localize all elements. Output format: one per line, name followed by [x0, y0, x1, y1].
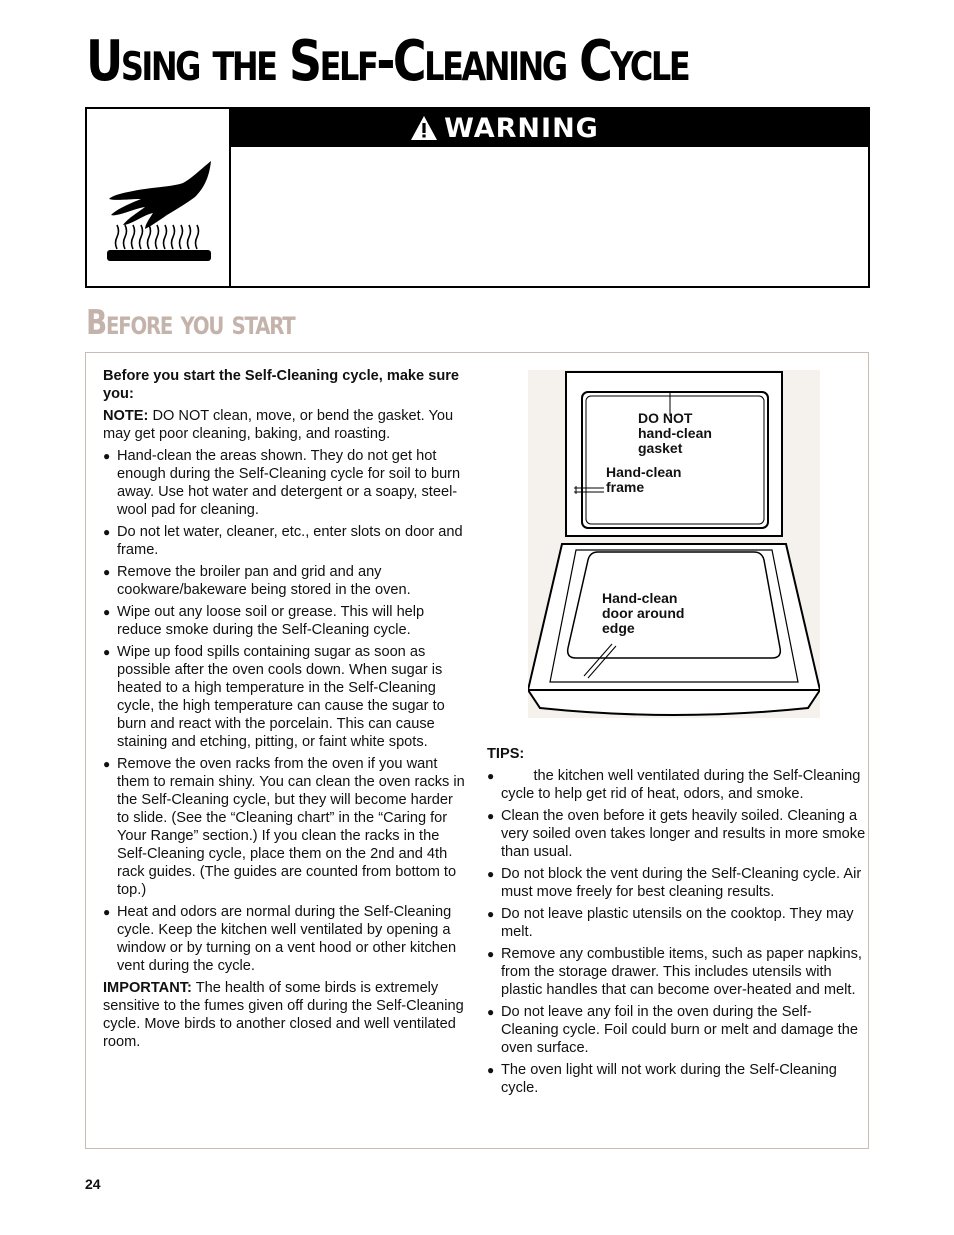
list-item: ● Remove the broiler pan and grid and any cookware/bakeware being stored in the oven. [103, 563, 465, 599]
list-item: ● Hand-clean the areas shown. They do not get hot enough during the Self-Cleaning cycle for soil to burn away. Use hot water and detergent or a soapy, steel-wool pad for cleaning. [103, 447, 465, 519]
list-item: ● Clean the oven before it gets heavily soiled. Cleaning a very soiled oven takes longer and results in more smoke than usual. [487, 807, 867, 861]
warning-header [231, 109, 868, 147]
list-item: ● Heat and odors are normal during the Self-Cleaning cycle. Keep the kitchen well ventilated by opening a window or by turning on a vent hood or other kitchen vent during the cycle. [103, 903, 465, 975]
note-paragraph [103, 407, 465, 443]
warning-triangle-icon [410, 115, 438, 141]
list-item: ● the kitchen well ventilated during the Self-Cleaning cycle to help get rid of heat, odors, and smoke. [487, 767, 867, 803]
warning-header-text: WARNING [444, 112, 599, 144]
page-title: Using the Self-Cleaning Cycle [86, 29, 689, 94]
list-item: ● Do not block the vent during the Self-Cleaning cycle. Air must move freely for best cleaning results. [487, 865, 867, 901]
warning-box [85, 107, 870, 288]
list-item: ● Remove the oven racks from the oven if you want them to remain shiny. You can clean the oven racks in the Self-Cleaning cycle, but they will become harder to slide. (See the “Cleaning chart” in the “Caring for Your Range” section.) If you clean the racks in the Self-Cleaning cycle, place them on the 2nd and 4th rack guides. (The guides are counted from bottom to top.) [103, 755, 465, 899]
before-start-list [103, 447, 465, 975]
list-item: ● Do not let water, cleaner, etc., enter slots on door and frame. [103, 523, 465, 559]
important-label: IMPORTANT: [103, 980, 192, 996]
list-item: ● Wipe out any loose soil or grease. This will help reduce smoke during the Self-Cleaning cycle. [103, 603, 465, 639]
list-item: ● Do not leave any foil in the oven during the Self-Cleaning cycle. Foil could burn or melt and damage the oven surface. [487, 1003, 867, 1057]
warning-icon-cell [87, 109, 231, 286]
oven-diagram [528, 370, 820, 720]
door-label: Hand-clean door around edge [602, 590, 685, 636]
hot-surface-hand-icon [105, 157, 215, 267]
important-text: The health of some birds is extremely sensitive to the fumes given off during the Self-Cleaning cycle. Move birds to another closed and well ventilated room. [103, 980, 464, 1050]
left-column [103, 367, 465, 1055]
tips-heading: TIPS: [487, 746, 525, 762]
list-item: ● The oven light will not work during the Self-Cleaning cycle. [487, 1061, 867, 1097]
list-item: ● Wipe up food spills containing sugar as soon as possible after the oven cools down. When sugar is heated to a high temperature in the Self-Cleaning cycle, the high temperature can cause the sugar to burn and react with the porcelain. This can cause staining and etching, pitting, or faint white spots. [103, 643, 465, 751]
list-item: ● Remove any combustible items, such as paper napkins, from the storage drawer. This includes utensils with plastic handles that can become over-heated and melt. [487, 945, 867, 999]
list-item: ● Do not leave plastic utensils on the cooktop. They may melt. [487, 905, 867, 941]
page-number: 24 [85, 1176, 101, 1192]
intro-text: Before you start the Self-Cleaning cycle, make sure you: [103, 368, 460, 402]
right-column [487, 745, 867, 1101]
important-paragraph [103, 979, 465, 1051]
frame-label: Hand-clean frame [606, 464, 682, 495]
section-title: Before you start [86, 303, 295, 343]
gasket-label: DO NOT hand-clean gasket [638, 410, 712, 456]
note-label: NOTE: [103, 408, 149, 424]
tips-list [487, 767, 867, 1097]
note-text: DO NOT clean, move, or bend the gasket. You may get poor cleaning, baking, and roasting. [103, 408, 454, 442]
